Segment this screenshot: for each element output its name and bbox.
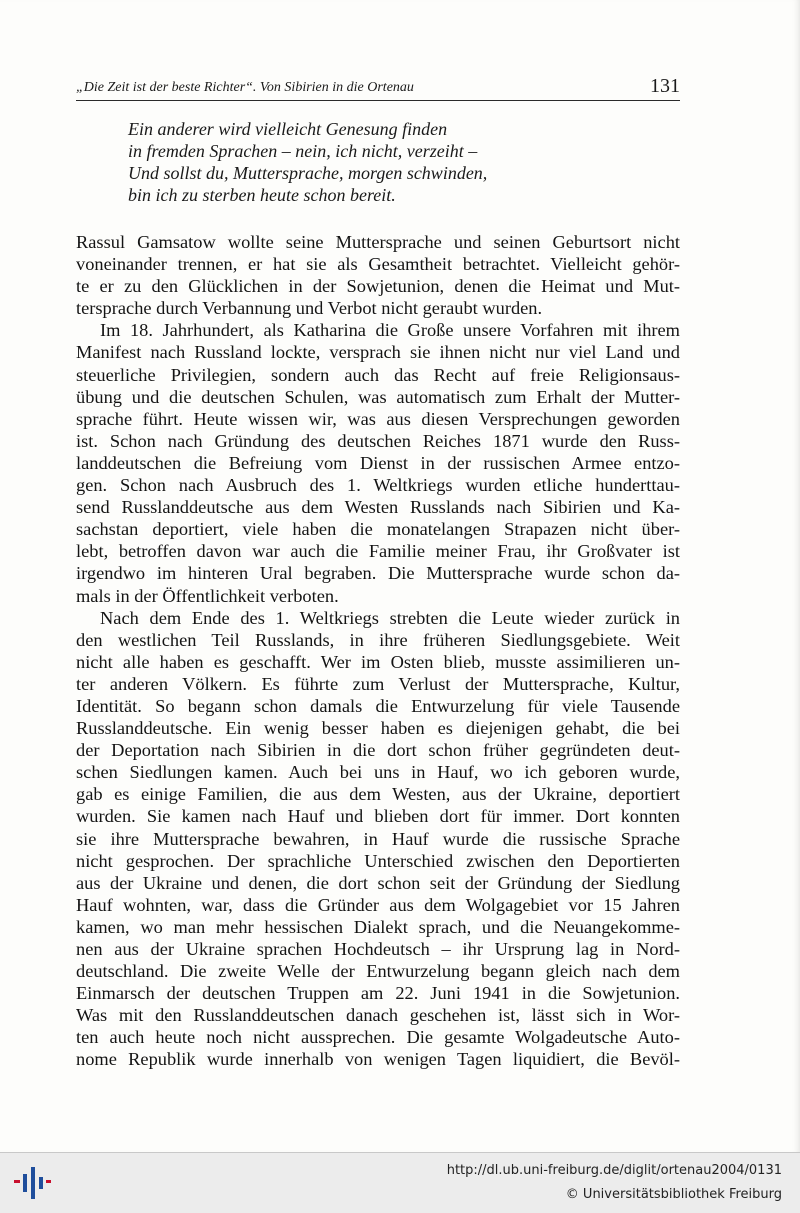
text-line: kamen, wo man mehr hessischen Dialekt sprach, und die Neuangekomme- <box>76 916 680 937</box>
text-line: voneinander trennen, er hat sie als Gesamtheit betrachtet. Vielleicht gehör- <box>76 254 680 275</box>
text-line: der Deportation nach Sibirien in die dort schon früher gegründeten deut- <box>76 740 680 761</box>
text-line: Russlanddeutsche. Ein wenig besser haben es diejenigen gehabt, die bei <box>76 718 680 739</box>
poem-line: bin ich zu sterben heute schon bereit. <box>128 185 396 205</box>
text-line: send Russlanddeutsche aus dem Westen Russlands nach Sibirien und Ka- <box>76 497 680 518</box>
text-line: lebt, betroffen davon war auch die Familie meiner Frau, ihr Großvater ist <box>76 541 680 562</box>
poem-line: Ein anderer wird vielleicht Genesung finden <box>128 119 448 139</box>
text-line: ten auch heute noch nicht aussprechen. Die gesamte Wolgadeutsche Auto- <box>76 1027 680 1048</box>
text-line: nome Republik wurde innerhalb von wenigen Tagen liquidiert, die Bevöl- <box>76 1049 680 1070</box>
text-line: Manifest nach Russland lockte, versprach sie ihnen nicht nur viel Land und <box>76 342 680 363</box>
text-line: sprache führt. Heute wissen wir, was aus diesen Versprechungen geworden <box>76 408 680 429</box>
text-line: nicht alle haben es geschafft. Wer im Osten blieb, musste assimilieren un- <box>76 651 680 672</box>
text-line: den westlichen Teil Russlands, in ihre früheren Siedlungsgebiete. Weit <box>76 629 680 650</box>
text-line: mals in der Öffentlichkeit verboten. <box>76 585 339 606</box>
text-line: tersprache durch Verbannung und Verbot nicht geraubt wurden. <box>76 298 543 319</box>
running-title: „Die Zeit ist der beste Richter“. Von Sibirien in die Ortenau <box>76 80 414 95</box>
text-line: steuerliche Privilegien, sondern auch das Recht auf freie Religionsaus- <box>76 364 680 385</box>
copyright-notice: © Universitätsbibliothek Freiburg <box>565 1187 782 1202</box>
text-line: übung und die deutschen Schulen, was automatisch zum Erhalt der Mutter- <box>76 386 680 407</box>
library-footer <box>0 1152 800 1213</box>
page-number: 131 <box>650 75 680 97</box>
text-line: te er zu den Glücklichen in der Sowjetunion, denen die Heimat und Mut- <box>76 276 680 297</box>
text-line: Identität. So begann schon damals die Entwurzelung für viele Tausende <box>76 695 680 716</box>
text-line: Was mit den Russlanddeutschen danach geschehen ist, lässt sich in Wor- <box>76 1005 680 1026</box>
text-line: nicht gesprochen. Der sprachliche Unterschied zwischen den Deportierten <box>76 850 680 871</box>
text-line: Rassul Gamsatow wollte seine Muttersprache und seinen Geburtsort nicht <box>76 232 680 252</box>
body-text <box>76 231 680 1071</box>
text-line: gab es einige Familien, die aus dem Westen, aus der Ukraine, deportiert <box>76 784 680 805</box>
text-line: Im 18. Jahrhundert, als Katharina die Große unsere Vorfahren mit ihrem <box>100 320 680 341</box>
text-line: ist. Schon nach Gründung des deutschen Reiches 1871 wurde den Russ- <box>76 430 680 451</box>
text-line: deutschland. Die zweite Welle der Entwurzelung begann gleich nach dem <box>76 961 680 982</box>
poem-block <box>128 118 628 206</box>
running-header <box>76 76 680 101</box>
text-line: schen Siedlungen kamen. Auch bei uns in Hauf, wo ich geboren wurde, <box>76 762 680 783</box>
poem-line: in fremden Sprachen – nein, ich nicht, verzeiht – <box>128 141 478 161</box>
text-line: gen. Schon nach Ausbruch des 1. Weltkriegs wurden etliche hunderttau- <box>76 475 680 496</box>
text-line: Nach dem Ende des 1. Weltkriegs strebten die Leute wieder zurück in <box>100 607 680 628</box>
text-line: Einmarsch der deutschen Truppen am 22. Juni 1941 in die Sowjetunion. <box>76 983 680 1004</box>
text-line: Hauf wohnten, war, dass die Gründer aus dem Wolgagebiet vor 15 Jahren <box>76 894 680 915</box>
text-line: aus der Ukraine und denen, die dort schon seit der Gründung der Siedlung <box>76 872 680 893</box>
poem-line: Und sollst du, Muttersprache, morgen schwinden, <box>128 163 488 183</box>
text-line: irgendwo im hinteren Ural begraben. Die Muttersprache wurde schon da- <box>76 563 680 584</box>
permalink-url[interactable]: http://dl.ub.uni-freiburg.de/diglit/ortenau2004/0131 <box>446 1163 782 1178</box>
text-line: sie ihre Muttersprache bewahren, in Hauf wurde die russische Sprache <box>76 828 680 849</box>
text-line: sachstan deportiert, viele haben die monatelangen Strapazen nicht über- <box>76 519 680 540</box>
text-line: wurden. Sie kamen nach Hauf und blieben dort für immer. Dort konnten <box>76 806 680 827</box>
text-line: nen aus der Ukraine sprachen Hochdeutsch – ihr Ursprung lag in Nord- <box>76 939 680 959</box>
text-line: landdeutschen die Befreiung vom Dienst in der russischen Armee entzo- <box>76 452 680 473</box>
text-line: ter anderen Völkern. Es führte zum Verlust der Muttersprache, Kultur, <box>76 673 680 694</box>
library-logo-icon <box>12 1165 52 1201</box>
